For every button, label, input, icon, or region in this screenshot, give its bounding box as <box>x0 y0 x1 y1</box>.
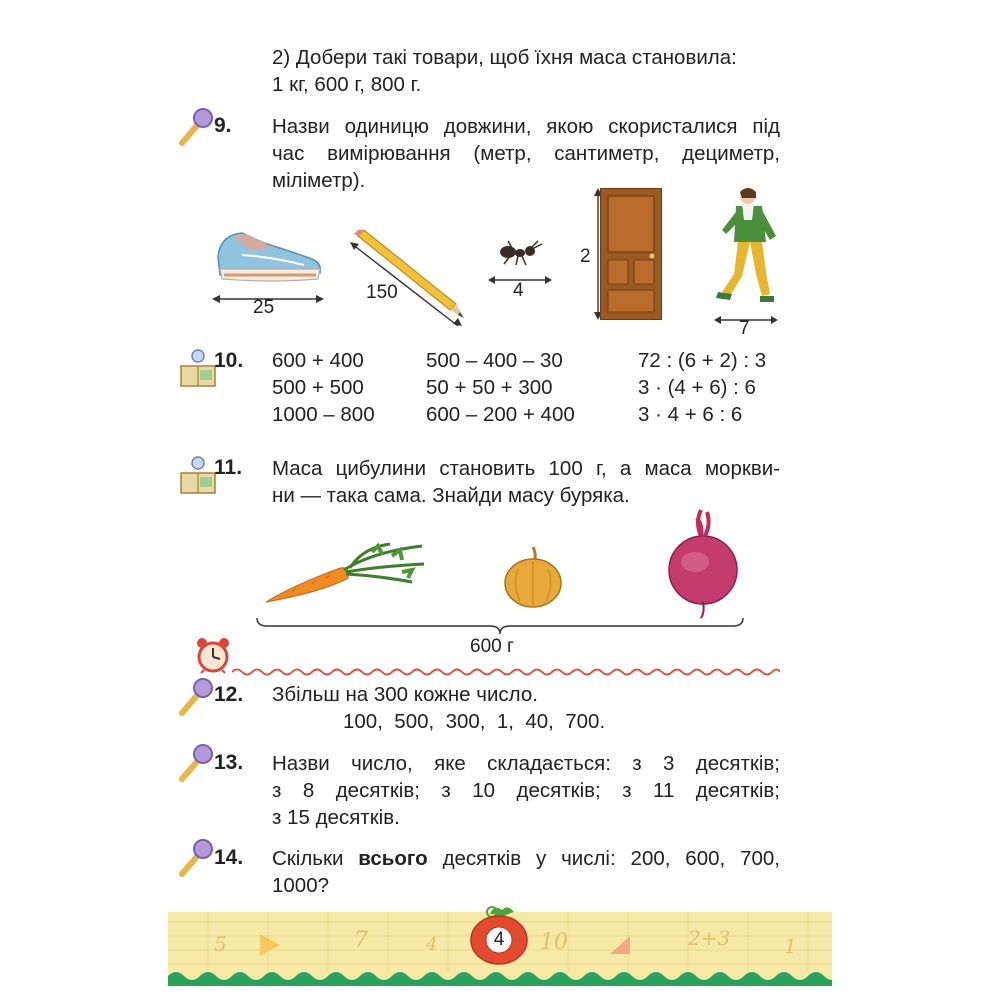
task-13-line-2: з 8 десятків; з 10 десятків; з 11 десятків; <box>272 779 780 802</box>
task-10-expr: 1000 – 800 <box>272 403 375 426</box>
notebook-icon <box>178 455 218 501</box>
task-9-line-3: міліметр). <box>272 169 366 192</box>
task-10-expr: 72 : (6 + 2) : 3 <box>638 349 767 372</box>
task-10-number: 10. <box>214 349 244 372</box>
pencil-length-label: 150 <box>366 282 398 303</box>
task-12-line-1: Збільш на 300 кожне число. <box>272 683 538 706</box>
notebook-icon <box>178 348 218 394</box>
task-14-line-1 <box>272 846 780 872</box>
door-height-label: 2 <box>580 246 591 267</box>
task-11-number: 11. <box>214 456 243 479</box>
task-9-line-2: час вимірювання (метр, сантиметр, дециметр, <box>272 142 780 165</box>
footer-decor-number: 7 <box>354 928 368 953</box>
task-13-number: 13. <box>214 751 244 774</box>
microphone-icon <box>178 677 214 723</box>
walking-person-illustration <box>712 186 780 314</box>
footer-decor-number: 10 <box>540 930 568 955</box>
total-mass-label: 600 г <box>470 636 514 657</box>
task-10-expr: 500 + 500 <box>272 376 364 399</box>
pencil-illustration <box>350 226 470 332</box>
task-10-expr: 500 – 400 – 30 <box>426 349 563 372</box>
task-12-number-list: 100, 500, 300, 1, 40, 700. <box>343 710 606 733</box>
task-12-number: 12. <box>214 683 244 706</box>
task-10-expr: 3 · 4 + 6 : 6 <box>638 403 743 426</box>
task-11-line-2: ни — така сама. Знайди масу буряка. <box>272 484 630 507</box>
carrot-illustration <box>262 542 428 614</box>
task-10-expr: 600 – 200 + 400 <box>426 403 575 426</box>
footer-decor-number: 5 <box>214 932 227 956</box>
task-13-line-3: з 15 десятків. <box>272 806 400 829</box>
walker-step-label: 7 <box>739 318 750 339</box>
microphone-icon <box>178 838 214 884</box>
onion-illustration <box>502 545 564 615</box>
footer-decor-number: 1 <box>784 934 797 958</box>
task-9-number: 9. <box>214 114 232 137</box>
alarm-clock-icon <box>194 636 232 680</box>
task-13-line-1: Назви число, яке складається: з 3 десятків; <box>272 752 780 775</box>
task-9-line-1: Назви одиницю довжини, якою скористалися під <box>272 115 780 138</box>
task-14-number: 14. <box>214 846 244 869</box>
shoe-length-label: 25 <box>253 297 275 318</box>
door-illustration <box>600 188 662 326</box>
task-14-emphasis: всього <box>358 847 428 870</box>
task-14-text: Скільки <box>272 847 344 870</box>
task-10-expr: 600 + 400 <box>272 349 364 372</box>
footer-decor-number: 2+3 <box>688 926 731 950</box>
page-number: 4 <box>493 929 505 950</box>
task-10-expr: 3 · (4 + 6) : 6 <box>638 376 756 399</box>
footer-decor-number: 4 <box>426 934 438 955</box>
beet-illustration <box>665 508 743 626</box>
ant-length-label: 4 <box>513 280 524 301</box>
task-8-line-2: 1 кг, 600 г, 800 г. <box>272 73 422 96</box>
section-wave-divider <box>232 660 780 683</box>
task-11-line-1: Маса цибулини становить 100 г, а маса моркви- <box>272 457 780 480</box>
task-14-text: десятків у числі: 200, 600, 700, <box>442 847 780 870</box>
microphone-icon <box>178 107 214 153</box>
task-10-expr: 50 + 50 + 300 <box>426 376 553 399</box>
task-8-line-1: 2) Добери такі товари, щоб їхня маса становила: <box>272 46 737 69</box>
task-14-line-2: 1000? <box>272 874 330 897</box>
sneaker-illustration <box>212 225 324 293</box>
microphone-icon <box>178 743 214 789</box>
